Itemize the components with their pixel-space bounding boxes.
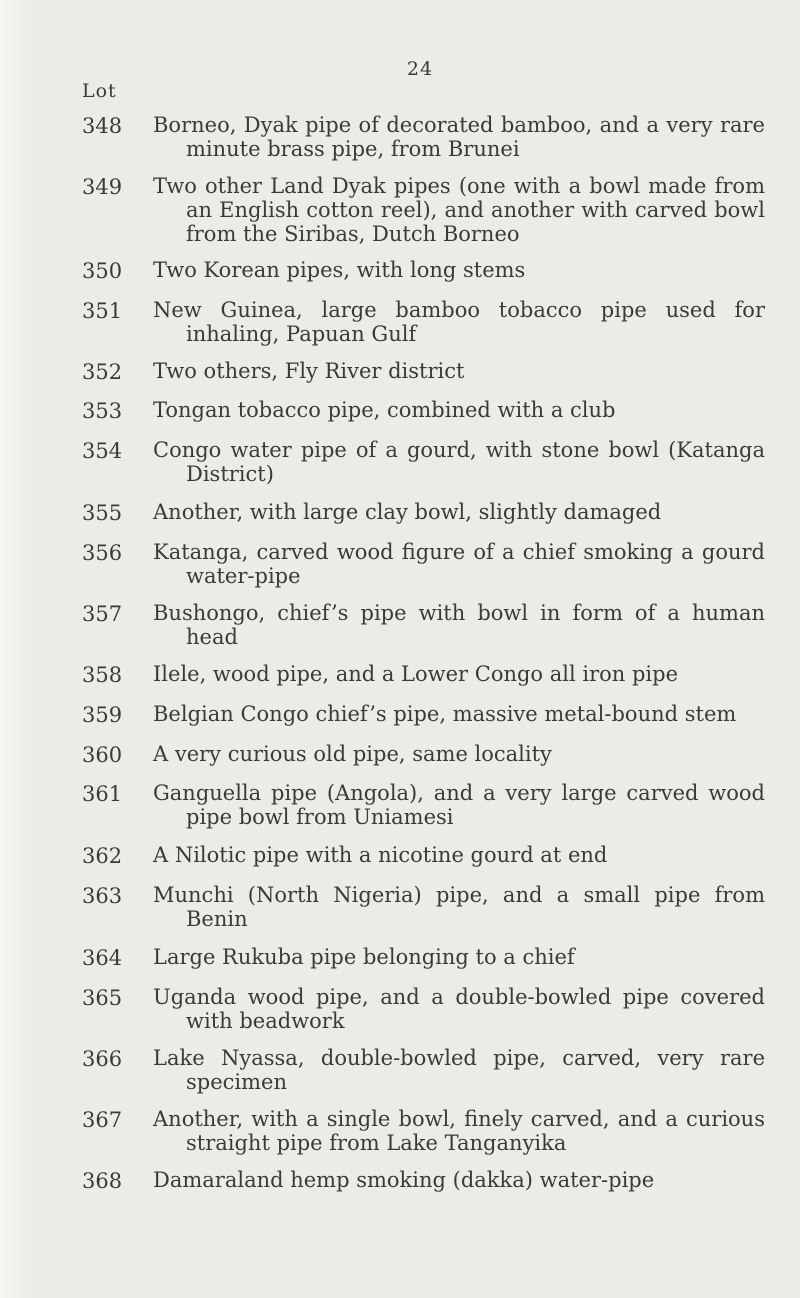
lot-description: Katanga, carved wood figure of a chief smoking a gourd water-pipe xyxy=(153,540,765,588)
lot-number: 351 xyxy=(82,299,123,323)
lot-description: Ilele, wood pipe, and a Lower Congo all iron pipe xyxy=(153,662,679,686)
lot-description: Belgian Congo chief’s pipe, massive metal-bound stem xyxy=(153,702,737,726)
lot-description: Lake Nyassa, double-bowled pipe, carved, very rare specimen xyxy=(153,1046,765,1094)
lot-number: 364 xyxy=(82,946,123,970)
page-number: 24 xyxy=(406,58,434,80)
lot-description: A very curious old pipe, same locality xyxy=(153,742,552,766)
lot-number: 363 xyxy=(82,884,123,908)
lot-number: 366 xyxy=(82,1047,123,1071)
lot-number: 349 xyxy=(82,175,123,199)
lot-column-header: Lot xyxy=(82,80,117,102)
lot-number: 361 xyxy=(82,782,123,806)
lot-number: 354 xyxy=(82,439,123,463)
lot-description: Borneo, Dyak pipe of decorated bamboo, and a very rare minute brass pipe, from Brunei xyxy=(153,113,765,161)
lot-number: 362 xyxy=(82,844,123,868)
lot-number: 350 xyxy=(82,259,123,283)
lot-number: 365 xyxy=(82,986,123,1010)
lot-description: Two others, Fly River district xyxy=(153,359,465,383)
lot-number: 348 xyxy=(82,114,123,138)
lot-number: 353 xyxy=(82,399,123,423)
lot-description: Uganda wood pipe, and a double-bowled pipe covered with beadwork xyxy=(153,985,765,1033)
lot-description: Damaraland hemp smoking (dakka) water-pipe xyxy=(153,1168,655,1192)
lot-description: Two Korean pipes, with long stems xyxy=(153,258,526,282)
lot-description: Two other Land Dyak pipes (one with a bowl made from an English cotton reel), and another with carved bowl from the Siribas, Dutch Borneo xyxy=(153,174,765,246)
lot-description: New Guinea, large bamboo tobacco pipe used for inhaling, Papuan Gulf xyxy=(153,298,765,346)
lot-description: Another, with a single bowl, finely carved, and a curious straight pipe from Lake Tanganyika xyxy=(153,1107,765,1155)
lot-number: 359 xyxy=(82,703,123,727)
lot-description: Another, with large clay bowl, slightly damaged xyxy=(153,500,662,524)
lot-number: 360 xyxy=(82,743,123,767)
lot-number: 352 xyxy=(82,360,123,384)
lot-number: 356 xyxy=(82,541,123,565)
lot-description: A Nilotic pipe with a nicotine gourd at end xyxy=(153,843,608,867)
lot-description: Ganguella pipe (Angola), and a very large carved wood pipe bowl from Uniamesi xyxy=(153,781,765,829)
lot-description: Large Rukuba pipe belonging to a chief xyxy=(153,945,575,969)
lot-description: Munchi (North Nigeria) pipe, and a small pipe from Benin xyxy=(153,883,765,931)
lot-number: 355 xyxy=(82,501,123,525)
lot-description: Congo water pipe of a gourd, with stone bowl (Katanga District) xyxy=(153,438,765,486)
lot-description: Bushongo, chief’s pipe with bowl in form of a human head xyxy=(153,601,765,649)
lot-number: 367 xyxy=(82,1108,123,1132)
lot-number: 357 xyxy=(82,602,123,626)
lot-number: 368 xyxy=(82,1169,123,1193)
lot-description: Tongan tobacco pipe, combined with a club xyxy=(153,398,616,422)
lot-number: 358 xyxy=(82,663,123,687)
